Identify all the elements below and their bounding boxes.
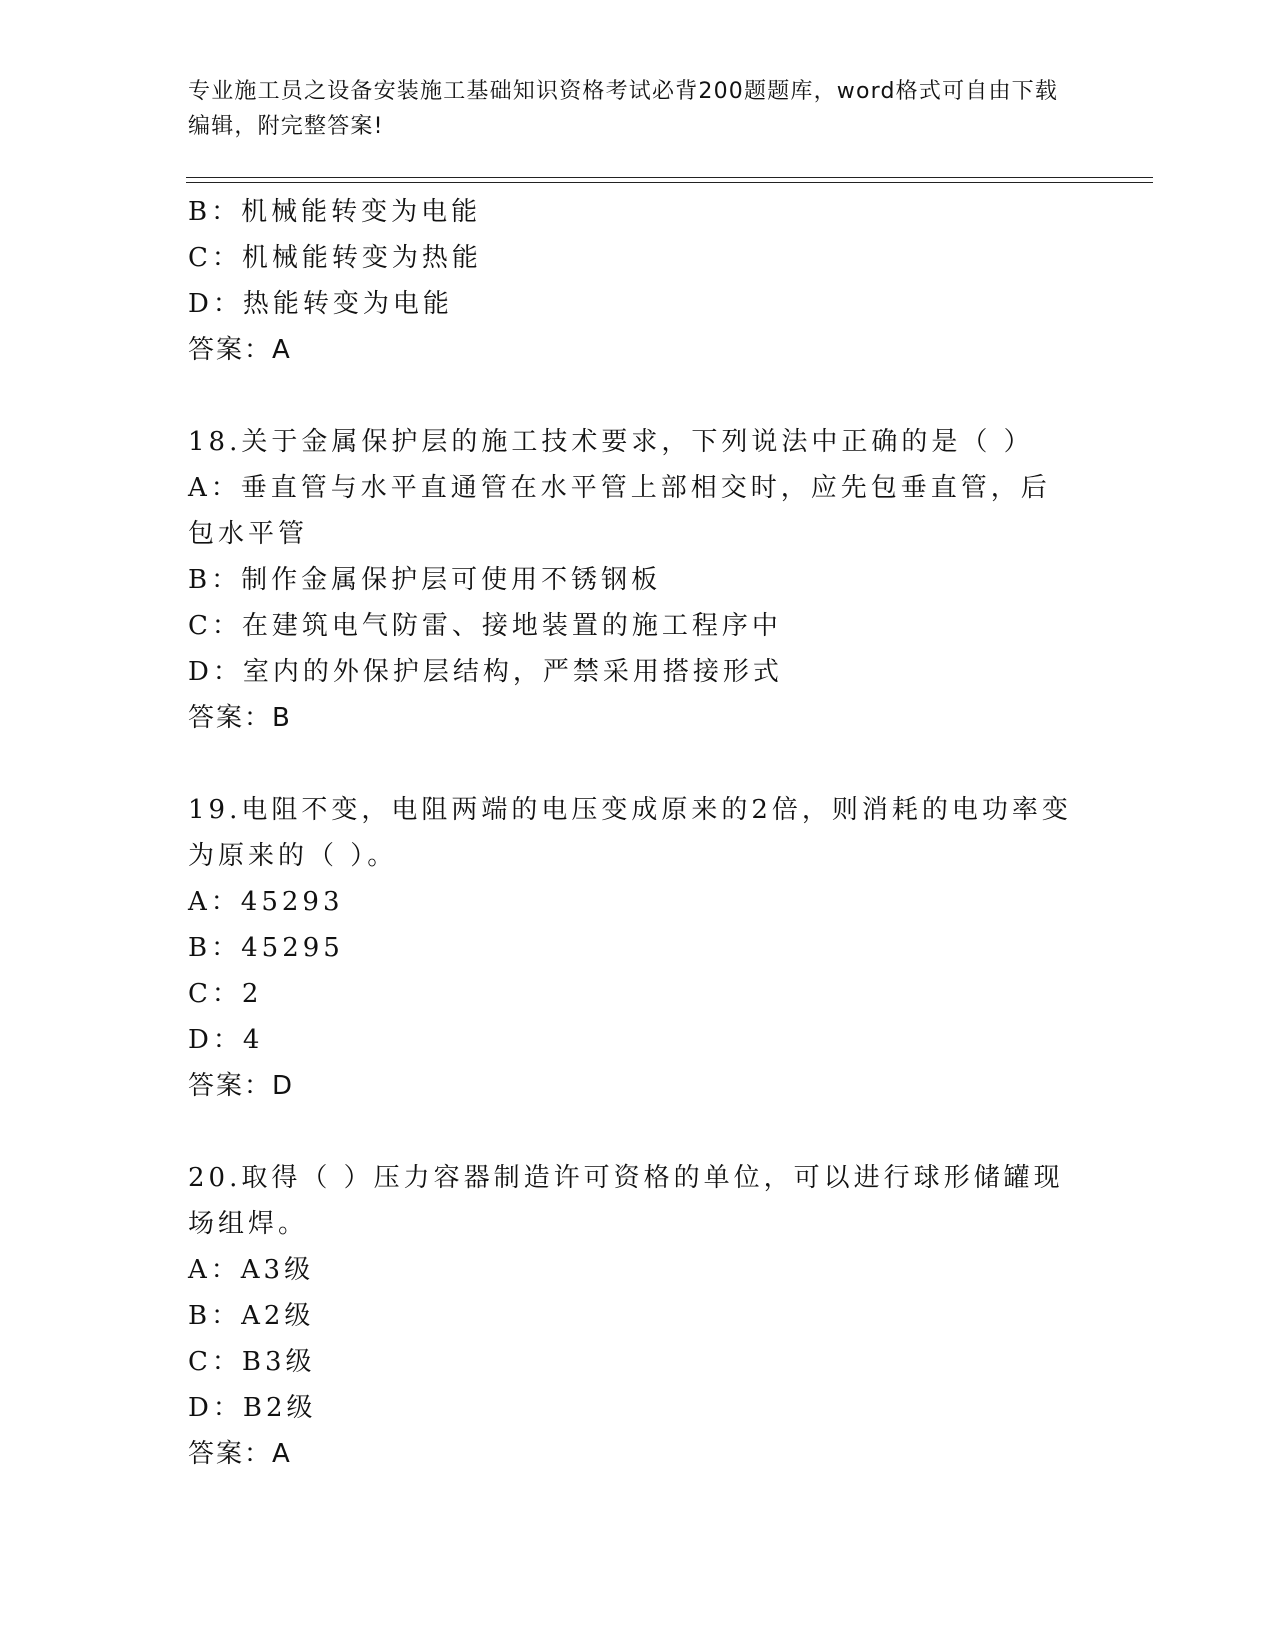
answer-line: 答案：A [188,1439,292,1469]
option-b: B：制作金属保护层可使用不锈钢板 [188,565,662,595]
document-title: 专业施工员之设备安装施工基础知识资格考试必背200题题库，word格式可自由下载编辑，附完整答案! [188,79,1059,139]
option-b: B：A2级 [188,1301,315,1331]
option-d: D：B2级 [188,1393,317,1423]
option-d: D：4 [188,1025,264,1055]
option-c: C：2 [188,979,263,1009]
answer-line: 答案：A [188,335,292,365]
prev-question-block [188,189,1078,373]
option-c: C：B3级 [188,1347,316,1377]
option-b: B：机械能转变为电能 [188,197,482,227]
header-divider-top [186,177,1153,178]
question-content [188,189,1078,1477]
question-19 [188,787,1078,1109]
option-a: A：垂直管与水平直通管在水平管上部相交时，应先包垂直管，后包水平管 [188,473,1051,549]
question-20 [188,1155,1078,1477]
option-c: C：机械能转变为热能 [188,243,482,273]
question-18 [188,419,1078,741]
option-a: A：45293 [188,887,344,917]
answer-line: 答案：B [188,703,292,733]
option-b: B：45295 [188,933,344,963]
question-text: 20.取得（ ）压力容器制造许可资格的单位，可以进行球形储罐现场组焊。 [188,1163,1064,1239]
option-c: C：在建筑电气防雷、接地装置的施工程序中 [188,611,782,641]
option-d: D：室内的外保护层结构，严禁采用搭接形式 [188,657,783,687]
question-text: 18.关于金属保护层的施工技术要求，下列说法中正确的是（ ） [188,427,1034,457]
question-text: 19.电阻不变，电阻两端的电压变成原来的2倍，则消耗的电功率变为原来的（ ）。 [188,795,1072,871]
option-a: A：A3级 [188,1255,315,1285]
option-d: D：热能转变为电能 [188,289,453,319]
document-header [188,74,1068,144]
answer-line: 答案：D [188,1071,295,1101]
header-divider-bottom [186,182,1153,183]
